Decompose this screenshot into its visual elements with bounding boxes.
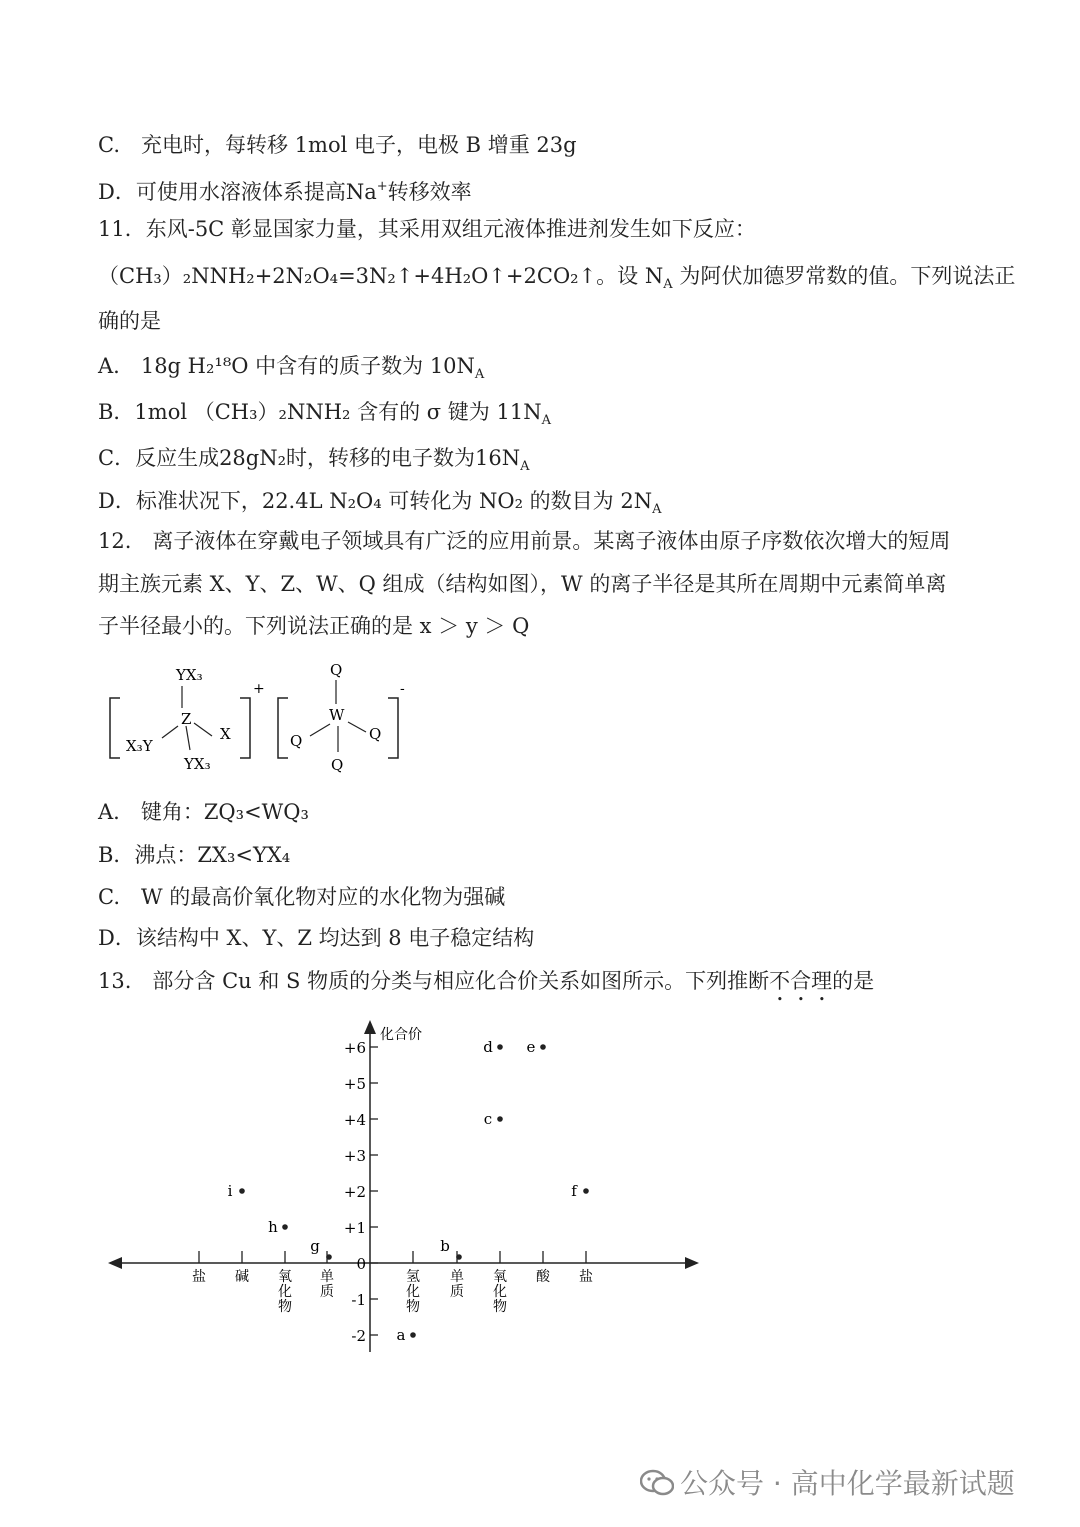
chart-ticks	[192, 1039, 593, 1345]
x-axis-arrow-right	[685, 1257, 699, 1269]
q11b-sub: A	[541, 413, 551, 428]
point-b	[456, 1254, 462, 1260]
chart-axes	[108, 1020, 699, 1352]
y-tick-label: +1	[343, 1219, 366, 1237]
q12-option-c: C. W 的最高价氧化物对应的水化物为强碱	[98, 885, 506, 909]
q10-option-c: C. 充电时，每转移 1mol 电子，电极 B 增重 23g	[98, 133, 577, 157]
cation-top-group: YX₃	[176, 666, 203, 684]
q11d-text: D．标准状况下，22.4L N₂O₄ 可转化为 NO₂ 的数目为 2N	[98, 489, 653, 513]
q12-option-b: B．沸点：ZX₃<YX₄	[98, 843, 291, 867]
q12-stem-3: 子半径最小的。下列说法正确的是 x ＞ y ＞ Q	[98, 614, 530, 638]
point-label-a: a	[396, 1326, 406, 1344]
q10d-charge: +	[376, 179, 388, 194]
q12-stem-2: 期主族元素 X、Y、Z、W、Q 组成（结构如图），W 的离子半径是其所在周期中元素简单离	[98, 572, 947, 596]
q11a-text: A. 18g H₂¹⁸O 中含有的质子数为 10N	[98, 354, 475, 378]
point-a	[410, 1332, 416, 1338]
q13-stem-text: 13. 部分含 Cu 和 S 物质的分类与相应化合价关系如图所示。下列推断	[98, 969, 770, 993]
q11-stem: 11．东风-5C 彰显国家力量，其采用双组元液体推进剂发生如下反应：	[98, 217, 756, 241]
anion-right-atom: Q	[369, 725, 382, 743]
anion-charge: -	[400, 681, 405, 697]
q10d-text: D．可使用水溶液体系提高Na	[98, 180, 377, 204]
cation-charge: +	[253, 681, 265, 697]
q10d-text-tail: 转移效率	[387, 180, 472, 204]
anion-left-atom: Q	[290, 732, 303, 750]
q11c-sub: A	[520, 459, 530, 474]
point-i	[239, 1188, 245, 1194]
point-g	[326, 1254, 332, 1260]
x-tick-label-right: 单质	[450, 1269, 464, 1300]
point-label-d: d	[483, 1038, 493, 1056]
anion-bottom-atom: Q	[331, 756, 344, 774]
y-tick-label: +5	[343, 1075, 366, 1093]
point-f	[583, 1188, 589, 1194]
cation-bottom-group: YX₃	[184, 755, 211, 773]
point-label-g: g	[310, 1237, 320, 1255]
cation-right-atom: X	[220, 725, 231, 743]
x-tick-label-right: 氢化物	[406, 1269, 420, 1315]
point-label-h: h	[268, 1218, 278, 1236]
y-tick-label: -1	[351, 1291, 366, 1309]
q11-eq-tail: 为阿伏加德罗常数的值。下列说法正	[672, 264, 1016, 288]
q11-eq-sub: A	[663, 277, 673, 292]
point-label-c: c	[483, 1110, 493, 1128]
x-axis-arrow-left	[108, 1257, 122, 1269]
q12-option-a: A. 键角：ZQ₃<WQ₃	[98, 800, 309, 824]
x-tick-label-left: 氧化物	[278, 1269, 292, 1315]
point-label-i: i	[227, 1182, 233, 1200]
x-tick-label-right: 氧化物	[493, 1269, 507, 1315]
q11-stem-end: 确的是	[98, 309, 161, 333]
point-label-b: b	[440, 1237, 450, 1255]
q12-stem-1: 12. 离子液体在穿戴电子领域具有广泛的应用前景。某离子液体由原子序数依次增大的短周	[98, 529, 951, 553]
point-e	[540, 1044, 546, 1050]
x-tick-label-left: 碱	[235, 1269, 249, 1285]
q11b-text: B．1mol （CH₃）₂NNH₂ 含有的 σ 键为 11N	[98, 400, 542, 424]
wechat-icon	[640, 1469, 674, 1497]
cation-center-atom: Z	[181, 710, 192, 728]
q13-stem-emphasis: 不合理	[769, 969, 833, 993]
point-label-e: e	[526, 1038, 536, 1056]
point-c	[497, 1116, 503, 1122]
anion-top-atom: Q	[330, 661, 343, 679]
point-h	[282, 1224, 288, 1230]
y-tick-label: 0	[356, 1255, 366, 1273]
y-tick-label: -2	[351, 1327, 366, 1345]
point-d	[497, 1044, 503, 1050]
y-tick-label: +3	[343, 1147, 366, 1165]
q13-stem-tail: 的是	[832, 969, 875, 993]
x-tick-label-left: 盐	[192, 1269, 206, 1285]
y-axis-arrow	[364, 1020, 376, 1034]
q11a-sub: A	[474, 367, 485, 382]
q12-option-d: D．该结构中 X、Y、Z 均达到 8 电子稳定结构	[98, 926, 535, 950]
y-axis-label: 化合价	[380, 1027, 422, 1043]
q11d-sub: A	[652, 502, 662, 517]
x-tick-label-left: 单质	[320, 1269, 334, 1300]
q11-eq-text: （CH₃）₂NNH₂+2N₂O₄=3N₂↑+4H₂O↑+2CO₂↑。设 N	[98, 264, 664, 288]
y-tick-label: +2	[343, 1183, 366, 1201]
cation-left-group: X₃Y	[126, 737, 153, 755]
q11c-text: C．反应生成28gN₂时，转移的电子数为16N	[98, 446, 521, 470]
y-tick-label: +6	[343, 1039, 366, 1057]
anion-center-atom: W	[329, 706, 345, 724]
x-tick-label-right: 盐	[579, 1269, 593, 1285]
x-tick-label-right: 酸	[536, 1269, 550, 1285]
y-tick-label: +4	[343, 1111, 366, 1129]
watermark	[640, 1462, 1015, 1502]
watermark-text: 公众号 · 高中化学最新试题	[680, 1467, 1015, 1500]
point-label-f: f	[571, 1182, 577, 1200]
